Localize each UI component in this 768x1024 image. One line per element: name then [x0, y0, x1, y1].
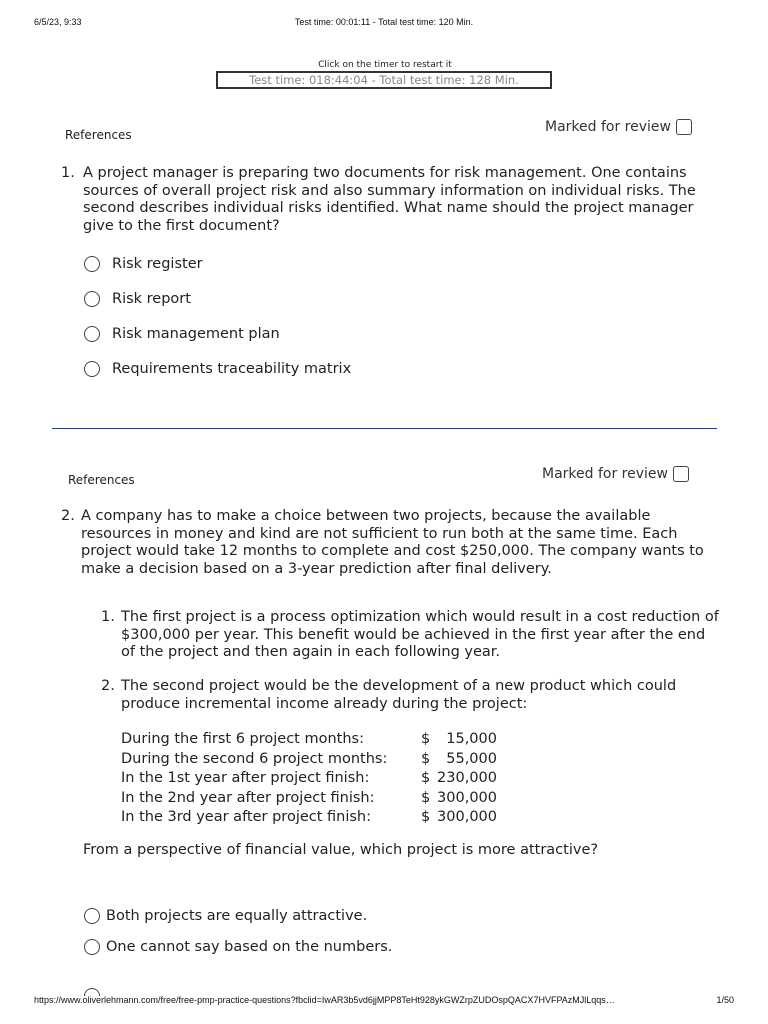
currency-symbol: $	[421, 789, 431, 806]
question-number: 2.	[61, 508, 75, 524]
currency-symbol: $	[421, 770, 431, 786]
radio-button[interactable]	[84, 256, 100, 272]
radio-button[interactable]	[84, 939, 100, 955]
radio-button[interactable]	[84, 361, 100, 377]
table-row	[121, 731, 497, 751]
marked-for-review-label: Marked for review	[545, 119, 671, 135]
question-divider	[52, 428, 717, 429]
radio-button[interactable]	[84, 908, 100, 924]
print-date: 6/5/23, 9:33	[34, 17, 82, 27]
answer-option-label: Risk report	[112, 291, 191, 307]
question-prompt: From a perspective of financial value, which project is more attractive?	[83, 842, 599, 858]
marked-for-review-label: Marked for review	[542, 466, 668, 482]
income-amount: 230,000	[437, 770, 497, 786]
income-period: In the 3rd year after project finish:	[121, 809, 372, 825]
timer-display[interactable]: Test time: 018:44:04 - Total test time: 128 Min.	[216, 71, 552, 89]
answer-option[interactable]	[84, 256, 203, 272]
marked-for-review[interactable]	[542, 466, 689, 482]
print-page-title: Test time: 00:01:11 - Total test time: 120 Min.	[294, 17, 474, 27]
income-period: In the 1st year after project finish:	[121, 770, 370, 786]
radio-button[interactable]	[84, 291, 100, 307]
references-link[interactable]: References	[65, 128, 132, 142]
table-row	[121, 770, 497, 790]
answer-option[interactable]	[84, 326, 280, 342]
subitem-number: 1.	[101, 609, 115, 625]
answer-option-label: Both projects are equally attractive.	[106, 908, 368, 924]
timer-restart-hint: Click on the timer to restart it	[318, 60, 452, 70]
answer-option-label: Requirements traceability matrix	[112, 361, 352, 377]
income-table	[121, 731, 497, 829]
radio-button[interactable]	[84, 326, 100, 342]
income-period: During the first 6 project months:	[121, 731, 364, 747]
answer-option[interactable]	[84, 939, 392, 955]
subitem-number: 2.	[101, 678, 115, 694]
question-text: A project manager is preparing two documents for risk management. One contains sources of overall project risk and also summary information on individual risks. The second describes individual risks identified. What name should the project manager give to the first document?	[83, 165, 696, 234]
references-link[interactable]: References	[68, 473, 135, 487]
income-amount: 300,000	[437, 809, 497, 825]
page-number: 1/50	[716, 995, 734, 1005]
income-period: In the 2nd year after project finish:	[121, 789, 375, 806]
answer-option[interactable]	[84, 908, 367, 924]
review-checkbox[interactable]	[673, 466, 689, 482]
currency-symbol: $	[421, 750, 431, 767]
table-row	[121, 790, 497, 810]
income-amount: 300,000	[437, 789, 497, 806]
currency-symbol: $	[421, 731, 431, 747]
answer-option[interactable]	[84, 361, 351, 377]
answer-option-label: Risk register	[112, 256, 203, 272]
review-checkbox[interactable]	[676, 119, 692, 135]
answer-option-label: Risk management plan	[112, 326, 280, 342]
print-url: https://www.oliverlehmann.com/free/free-pmp-practice-questions?fbclid=IwAR3b5vd6jjMPP8TeHt928ykGWZrpZUDOspQACX7HVFPAzMJlLqqs…	[34, 995, 615, 1005]
income-period: During the second 6 project months:	[121, 750, 388, 767]
question-text: A company has to make a choice between two projects, because the available resources in money and kind are not sufficient to run both at the same time. Each project would take 12 months to complete and cost $250,000. The company wants to make a decision based on a 3-year prediction after final delivery.	[81, 508, 704, 577]
currency-symbol: $	[421, 809, 431, 825]
answer-option-label: One cannot say based on the numbers.	[106, 939, 393, 955]
question-number: 1.	[61, 165, 75, 181]
income-amount: 15,000	[446, 731, 497, 747]
marked-for-review[interactable]	[545, 119, 692, 135]
answer-option[interactable]	[84, 291, 191, 307]
table-row	[121, 751, 497, 771]
subitem-text: The second project would be the development of a new product which could produce incremental income already during the project:	[121, 678, 677, 712]
income-amount: 55,000	[446, 750, 497, 767]
subitem-text: The first project is a process optimization which would result in a cost reduction of $300,000 per year. This benefit would be achieved in the first year after the end of the project and then again in each following year.	[121, 609, 719, 660]
table-row	[121, 809, 497, 829]
